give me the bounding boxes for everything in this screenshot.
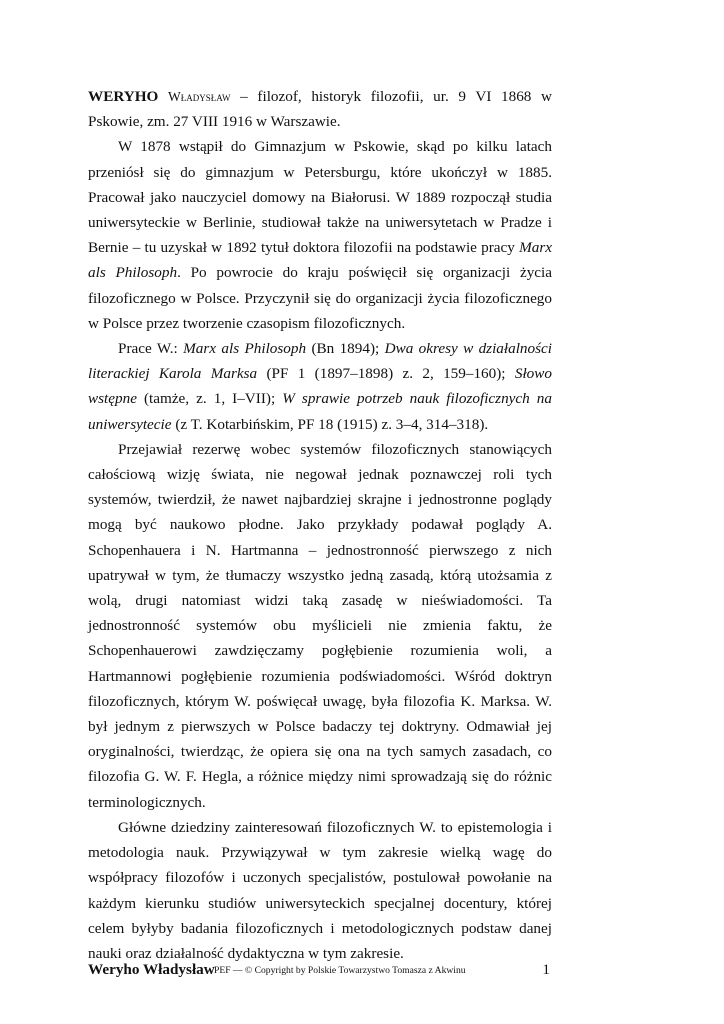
work-title-4: W sprawie potrzeb nauk filozoficznych na uniwersytecie bbox=[88, 390, 552, 433]
work-source-3: (tamże, z. 1, I–VII); bbox=[136, 390, 283, 408]
work-title-3: Słowo wstępne bbox=[88, 365, 552, 408]
entry-intro: – filozof, historyk filozofii, ur. 9 VI 1868 w Pskowie, zm. 27 VIII 1916 w Warszawie. bbox=[88, 88, 553, 131]
work-source-4: (z T. Kotarbińskim, PF 18 (1915) z. 3–4, 314–318). bbox=[171, 415, 489, 433]
footer-title: Weryho Władysław bbox=[88, 961, 215, 978]
dissertation-title: Marx als Philosoph bbox=[88, 239, 552, 282]
footer-copyright: PEF — © Copyright by Polskie Towarzystwo Tomasza z Akwinu bbox=[214, 965, 466, 976]
article-body bbox=[88, 84, 552, 966]
entry-given-name: Władysław bbox=[168, 89, 231, 104]
views-paragraph: Przejawiał rezerwę wobec systemów filozoficznych stanowiących całościową wizję świata, nie negował jednak poznawczej roli tych systemów, twierdził, że nawet najbardziej skrajne i jednostronne poglądy mogą być naukowo płodne. Jako przykłady podawał poglądy A. Schopenhauera i N. Hartmanna – jednostronność pierwszego z nich upatrywał w tym, że tłumaczy wszystko jedną zasadą, którą utożsamia z wolą, drugi natomiast widzi taką zasadę w nieświadomości. Ta jednostronność systemów obu myślicieli nie zmienia faktu, że Schopenhauerowi zawdzięczamy pogłębienie rozumienia woli, a Hartmannowi pogłębienie rozumienia podświadomości. Wśród doktryn filozoficznych, którym W. poświęcał uwagę, była filozofia K. Marksa. W. był jednym z pierwszych w Polsce badaczy tej doktryny. Odmawiał jej oryginalności, twierdząc, że opiera się ona na tych samych zasadach, co filozofia G. W. F. Hegla, a różnice między nimi sprowadzają się do różnic terminologicznych. bbox=[88, 440, 552, 811]
page-footer bbox=[88, 961, 552, 985]
work-source-1: (Bn 1894); bbox=[306, 340, 385, 358]
biography-text: W 1878 wstąpił do Gimnazjum w Pskowie, skąd po kilku latach przeniósł się do gimnazjum w Petersburgu, które ukończył w 1885. Pracował jako nauczyciel domowy na Białorusi. W 1889 rozpoczął studia uniwersyteckie w Berlinie, studiował także na uniwersytetach w Pradze i Bernie – tu uzyskał w 1892 tytuł doktora filozofii na podstawie pracy bbox=[88, 138, 552, 257]
interests-paragraph: Główne dziedziny zainteresowań filozoficznych W. to epistemologia i metodologia nauk. Przywiązywał w tym zakresie wielką wagę do współpracy filozofów i uczonych specjalistów, postulował powołanie na każdym kierunku studiów uniwersyteckich specjalnej docentury, której celem byłyby badania filozoficznych i metodologicznych podstaw danej nauki oraz działalność dydaktyczna w tym zakresie. bbox=[88, 818, 552, 962]
work-title-1: Marx als Philosoph bbox=[183, 340, 307, 358]
entry-heading-paragraph bbox=[88, 84, 552, 134]
biography-text-end: . Po powrocie do kraju poświęcił się organizacji życia filozoficznego w Polsce. Przyczynił się do organizacji życia filozoficznego w Polsce przez tworzenie czasopism filozoficznych. bbox=[88, 264, 552, 332]
page-number: 1 bbox=[542, 961, 550, 978]
works-paragraph bbox=[88, 336, 552, 437]
entry-headword: WERYHO bbox=[88, 88, 159, 105]
work-source-2: (PF 1 (1897–1898) z. 2, 159–160); bbox=[257, 365, 515, 383]
biography-paragraph bbox=[88, 134, 552, 336]
works-lead: Prace W.: bbox=[118, 340, 184, 358]
work-title-2: Dwa okresy w działalności literackiej Karola Marksa bbox=[88, 340, 552, 383]
